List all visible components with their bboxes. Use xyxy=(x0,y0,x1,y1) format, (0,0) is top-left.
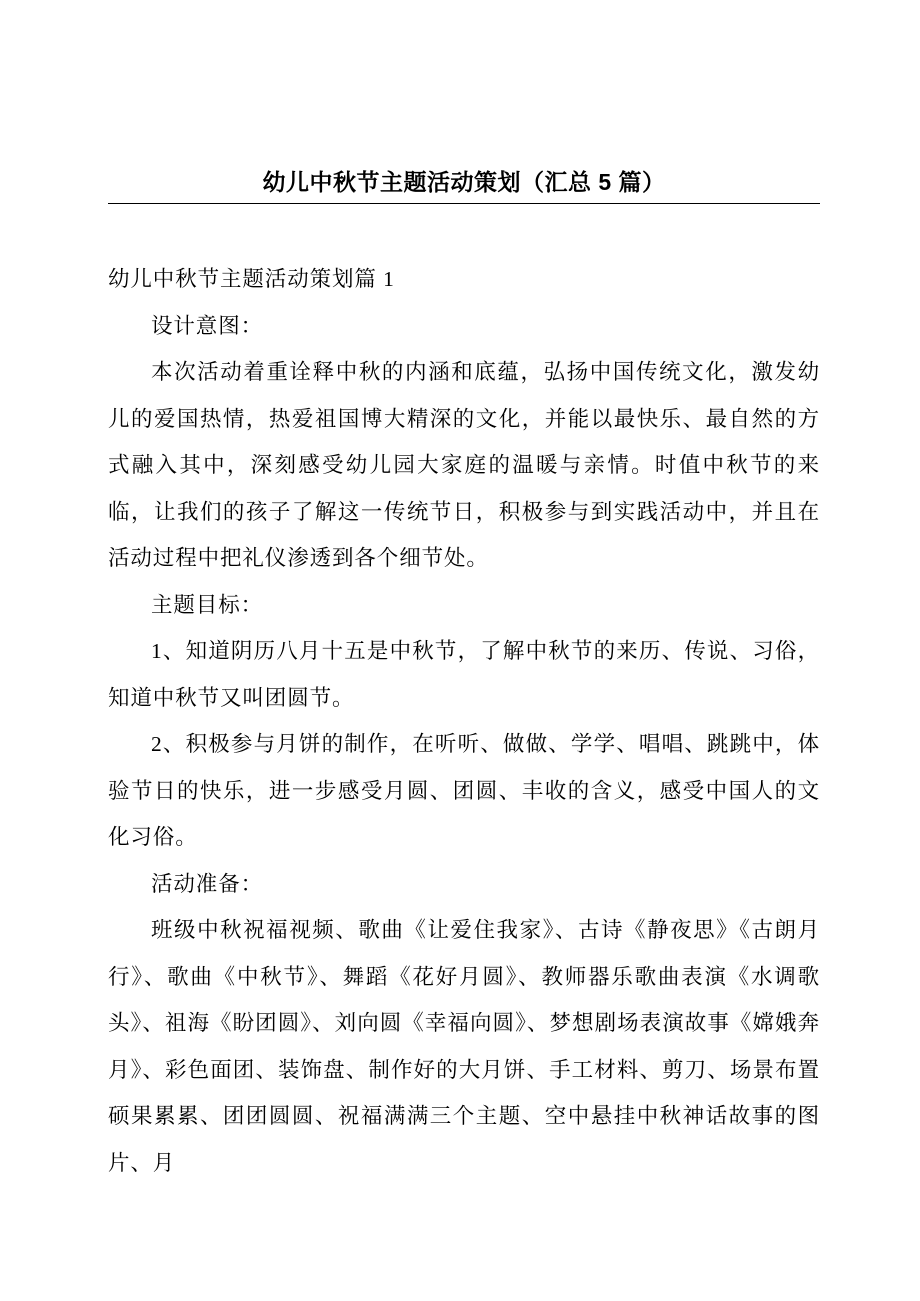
theme-goal-item-2: 2、积极参与月饼的制作，在听听、做做、学学、唱唱、跳跳中，体验节日的快乐，进一步感受月圆、团圆、丰收的含义，感受中国人的文化习俗。 xyxy=(108,732,820,849)
title-divider xyxy=(108,203,820,204)
page-content xyxy=(108,0,820,1186)
activity-preparation-paragraph: 班级中秋祝福视频、歌曲《让爱住我家》、古诗《静夜思》《古朗月行》、歌曲《中秋节》、舞蹈《花好月圆》、教师器乐歌曲表演《水调歌头》、祖海《盼团圆》、刘向圆《幸福向圆》、梦想剧场表演故事《嫦娥奔月》、彩色面团、装饰盘、制作好的大月饼、手工材料、剪刀、场景布置硕果累累、团团圆圆、祝福满满三个主题、空中悬挂中秋神话故事的图片、月 xyxy=(108,918,820,1175)
design-intent-paragraph: 本次活动着重诠释中秋的内涵和底蕴，弘扬中国传统文化，激发幼儿的爱国热情，热爱祖国博大精深的文化，并能以最快乐、最自然的方式融入其中，深刻感受幼儿园大家庭的温暖与亲情。时值中秋节的来临，让我们的孩子了解这一传统节日，积极参与到实践活动中，并且在活动过程中把礼仪渗透到各个细节处。 xyxy=(108,360,820,570)
activity-preparation-label: 活动准备： xyxy=(151,871,264,896)
document-body xyxy=(108,256,820,1186)
page-title: 幼儿中秋节主题活动策划（汇总 5 篇） xyxy=(262,169,666,195)
design-intent-label: 设计意图： xyxy=(151,313,264,338)
theme-goal-item-1: 1、知道阴历八月十五是中秋节，了解中秋节的来历、传说、习俗，知道中秋节又叫团圆节。 xyxy=(108,639,820,710)
section-heading: 幼儿中秋节主题活动策划篇 1 xyxy=(108,267,395,291)
theme-goal-label: 主题目标： xyxy=(151,592,264,617)
